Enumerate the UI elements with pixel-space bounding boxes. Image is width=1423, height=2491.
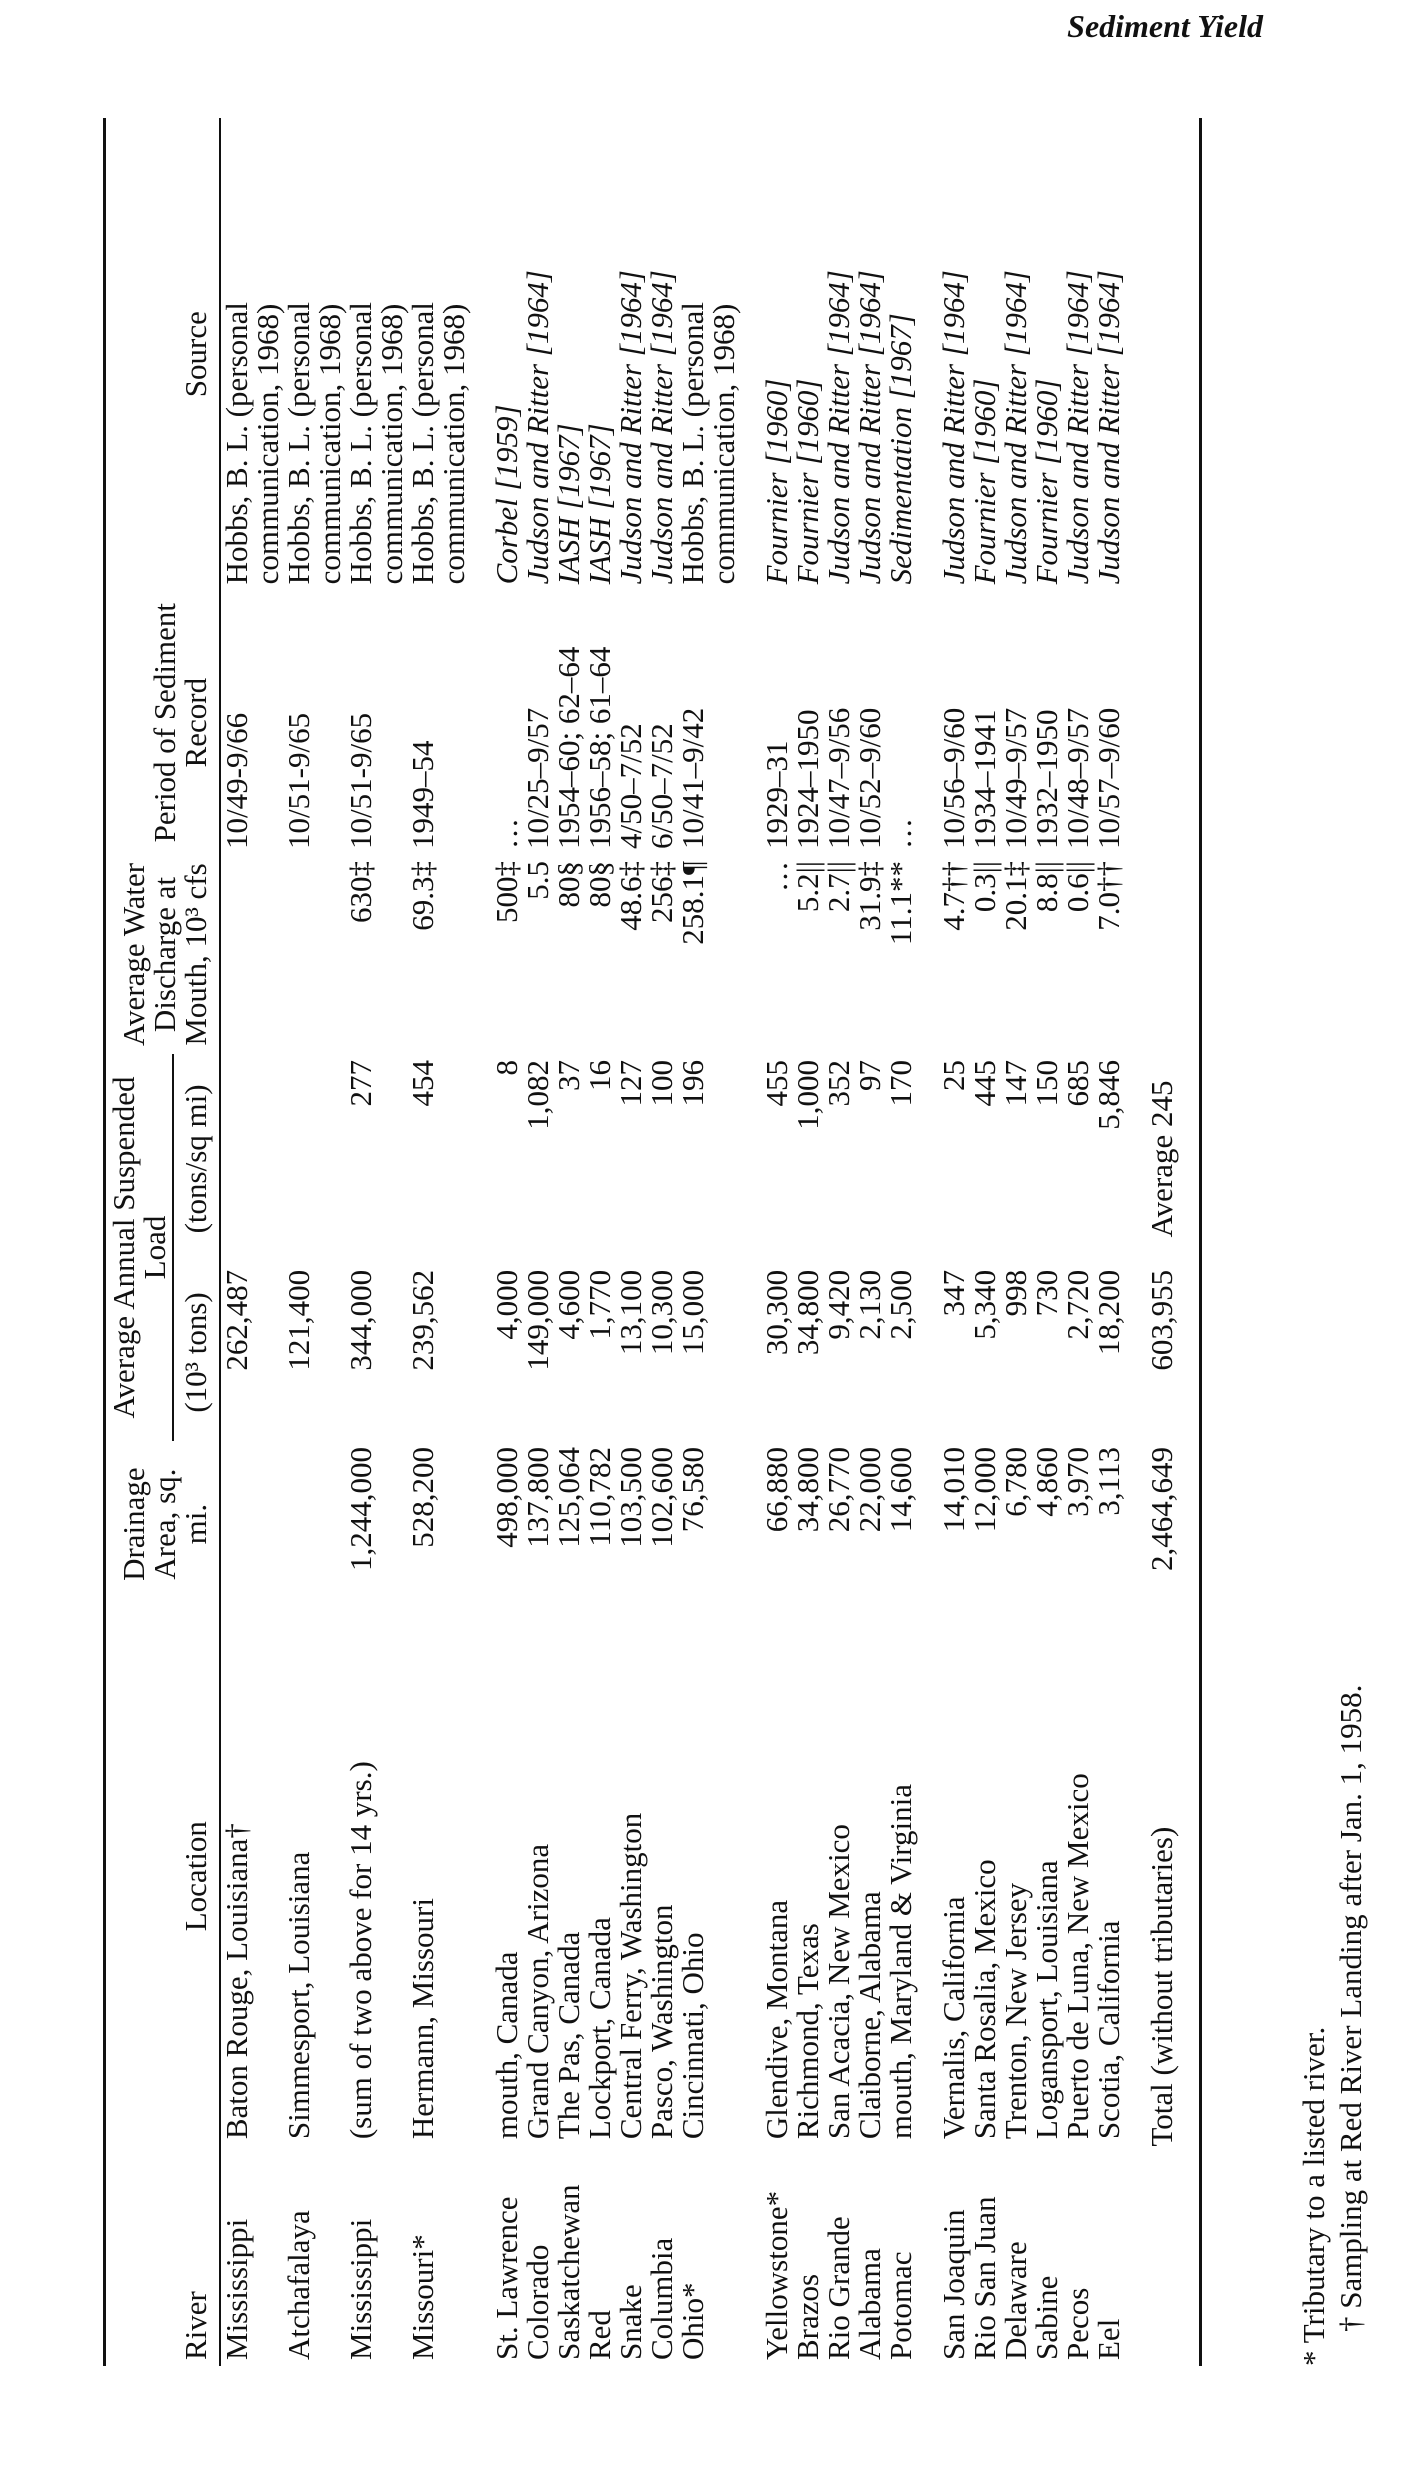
cell-tons: 2,130 [852,1269,887,1340]
cell-discharge: 8.8|| [1029,860,1064,913]
cell-period: 6/50–7/52 [644,723,679,849]
cell-tsm: 5,846 [1091,1059,1126,1130]
cell-location: Claiborne, Alabama [852,1891,887,2140]
cell-location: Vernalis, California [936,1896,971,2140]
cell-source: Judson and Ritter [1964] [852,270,887,585]
table-row [761,118,792,2366]
cell-tsm [220,1054,283,1264]
cell-period: 10/47–9/56 [821,707,856,849]
cell-area: 76,580 [675,1447,710,1533]
cell-tons: 344,000 [343,1269,378,1371]
cell-discharge: 5.2|| [790,860,825,913]
cell-tons: 13,100 [613,1269,648,1356]
cell-tons: 347 [936,1269,971,1317]
col-load-group-header: Average Annual Suspended Load [106,1054,173,1441]
cell-tons: 2,500 [883,1269,918,1340]
cell-period: … [883,817,918,849]
cell-location: Puerto de Luna, New Mexico [1060,1773,1095,2140]
cell-area: 6,780 [998,1447,1033,1517]
cell-location: Central Ferry, Washington [613,1812,648,2140]
cell-area: 1,244,000 [343,1447,378,1572]
col-location-header: Location [178,1821,213,1932]
cell-period: 10/49-9/66 [219,712,254,849]
cell-tons: 239,562 [405,1269,440,1371]
cell-river: Eel [1091,2318,1126,2360]
total-tsm: Average 245 [1144,1080,1179,1238]
total-row [1146,118,1177,2366]
cell-discharge: 80§ [551,860,586,908]
cell-period: 4/50–7/52 [613,723,648,849]
cell-source: IASH [1967] [551,423,586,585]
cell-tsm [283,1054,345,1264]
table-row [283,118,345,2366]
cell-tons: 998 [998,1269,1033,1317]
cell-river: Delaware [998,2241,1033,2360]
cell-river: Atchafalaya [281,2210,316,2360]
cell-river: Potomac [883,2251,918,2360]
cell-river: St. Lawrence [489,2196,524,2360]
cell-source: Fournier [1960] [759,378,794,585]
sediment-table [106,118,1199,2366]
cell-period: 1924–1950 [790,709,825,849]
cell-area [283,1441,345,1607]
cell-tons: 18,200 [1091,1269,1126,1356]
cell-tons: 30,300 [759,1269,794,1356]
table-row [792,118,823,2366]
cell-river: Snake [613,2284,648,2360]
table-row [854,118,885,2366]
cell-tsm: 97 [852,1059,887,1091]
cell-source: Corbel [1959] [489,404,524,585]
cell-tons: 730 [1029,1269,1064,1317]
cell-tons: 9,420 [821,1269,856,1340]
total-label: Total (without tributaries) [1144,1826,1179,2147]
cell-area: 22,000 [852,1447,887,1533]
cell-tons: 5,340 [967,1269,1002,1340]
cell-source: Hobbs, B. L. (personal communication, 1968) [281,301,347,585]
cell-river: Columbia [644,2237,679,2360]
table-row [823,118,854,2366]
table-row [615,118,646,2366]
cell-source: Judson and Ritter [1964] [613,270,648,585]
cell-discharge: 500‡ [489,860,524,923]
cell-location: mouth, Maryland & Virginia [883,1783,918,2140]
cell-river: Mississippi [219,2218,254,2360]
cell-area: 66,880 [759,1447,794,1533]
cell-river: Brazos [790,2273,825,2360]
table-row [677,118,739,2366]
cell-location: Trenton, New Jersey [998,1882,1033,2140]
cell-period: 1932–1950 [1029,709,1064,849]
cell-tsm: 454 [405,1059,440,1107]
cell-discharge: 4.7†† [936,860,971,931]
footnotes [1295,1685,1369,2366]
running-head: Sediment Yield [1067,8,1263,44]
cell-location: Logansport, Louisiana [1029,1860,1064,2140]
cell-location: The Pas, Canada [551,1931,586,2140]
cell-area: 3,113 [1091,1447,1126,1516]
cell-source: Judson and Ritter [1964] [644,270,679,585]
cell-discharge: 69.3‡ [405,860,440,931]
cell-area: 103,500 [613,1447,648,1548]
cell-source: Hobbs, B. L. (personal communication, 1968) [343,301,409,585]
cell-river: Mississippi [343,2218,378,2360]
cell-tons: 15,000 [675,1269,710,1356]
cell-tons: 149,000 [520,1269,555,1371]
cell-period: 1949–54 [405,740,440,849]
cell-discharge: 5.5 [520,860,555,900]
table-row [969,118,1000,2366]
total-spacer [1124,118,1146,2366]
cell-discharge: 80§ [582,860,617,908]
cell-period: 10/48–9/57 [1060,707,1095,849]
cell-source: IASH [1967] [582,423,617,585]
cell-location: Pasco, Washington [644,1904,679,2140]
col-source-header: Source [178,311,213,398]
cell-location: Baton Rouge, Louisiana† [219,1823,254,2140]
cell-location: Lockport, Canada [582,1917,617,2140]
cell-period: 10/56–9/60 [936,707,971,849]
cell-discharge: 630‡ [343,860,378,923]
cell-discharge: 11.1** [883,860,918,946]
cell-tsm: 127 [613,1059,648,1107]
table-header [106,118,220,2366]
cell-area: 110,782 [582,1447,617,1547]
cell-period: 10/57–9/60 [1091,707,1126,849]
cell-discharge: 2.7|| [821,860,856,913]
cell-location: Grand Canyon, Arizona [520,1843,555,2140]
cell-location: mouth, Canada [489,1951,524,2140]
cell-location: Glendive, Montana [759,1899,794,2140]
cell-river: Colorado [520,2244,555,2360]
footnote-2: † Sampling at Red River Landing after Jan. 1, 1958. [1333,1684,1368,2332]
cell-period: 1934–1941 [967,709,1002,849]
cell-river: Rio San Juan [967,2196,1002,2360]
cell-area: 125,064 [551,1447,586,1548]
cell-location: San Acacia, New Mexico [821,1824,856,2140]
cell-tsm: 685 [1060,1059,1095,1107]
cell-tons: 1,770 [582,1269,617,1340]
cell-discharge: 256‡ [644,860,679,923]
cell-location: Simmesport, Louisiana [281,1851,316,2140]
cell-source: Judson and Ritter [1964] [936,270,971,585]
cell-discharge: … [759,860,794,892]
cell-period: 10/41–9/42 [675,707,710,849]
cell-tons: 4,600 [551,1269,586,1340]
cell-period: 10/25–9/57 [520,707,555,849]
cell-source: Fournier [1960] [1029,378,1064,585]
cell-tsm: 150 [1029,1059,1064,1107]
cell-tons: 262,487 [219,1269,254,1371]
cell-area: 34,800 [790,1447,825,1533]
cell-discharge: 20.1‡ [998,860,1033,931]
cell-river: Ohio* [675,2282,710,2360]
cell-source: Judson and Ritter [1964] [821,270,856,585]
cell-tons: 4,000 [489,1269,524,1340]
group-spacer [916,118,938,2366]
cell-discharge: 258.1¶ [675,860,710,945]
col-discharge-header: Average Water Discharge at Mouth, 10³ cfs [116,862,213,1047]
cell-discharge [283,855,345,1054]
cell-area: 102,600 [644,1447,679,1548]
cell-river: Yellowstone* [759,2190,794,2360]
table-row [1062,118,1093,2366]
cell-source: Fournier [1960] [967,378,1002,585]
cell-tsm: 8 [489,1059,524,1076]
total-tons: 603,955 [1144,1269,1179,1371]
col-load-tons-header: (10³ tons) [178,1292,213,1413]
cell-period: … [489,817,524,849]
cell-source: Sedimentation [1967] [883,313,918,585]
cell-tons: 121,400 [281,1269,316,1371]
cell-source: Fournier [1960] [790,378,825,585]
group-spacer [739,118,761,2366]
sediment-table-container [103,118,1202,2366]
cell-tsm: 445 [967,1059,1002,1107]
cell-period: 10/51-9/65 [343,712,378,849]
cell-tsm: 455 [759,1059,794,1107]
cell-location: (sum of two above for 14 yrs.) [343,1761,378,2140]
cell-area: 528,200 [405,1447,440,1548]
table-row [646,118,677,2366]
cell-tsm: 100 [644,1059,679,1107]
cell-tsm: 147 [998,1059,1033,1107]
footnote-1: * Tributary to a listed river. [1296,2026,1331,2366]
cell-discharge: 31.9‡ [852,860,887,931]
total-area: 2,464,649 [1144,1447,1179,1572]
table-row [1093,118,1124,2366]
cell-discharge: 7.0†† [1091,860,1126,931]
col-area-header: Drainage Area, sq. mi. [116,1467,213,1581]
cell-area: 498,000 [489,1447,524,1548]
cell-river: Alabama [852,2248,887,2360]
cell-tsm: 1,082 [520,1059,555,1130]
cell-tsm: 1,000 [790,1059,825,1130]
cell-period: 10/49–9/57 [998,707,1033,849]
cell-location: Santa Rosalia, Mexico [967,1859,1002,2140]
cell-tsm: 277 [343,1059,378,1107]
cell-area: 14,010 [936,1447,971,1533]
cell-river: Saskatchewan [551,2184,586,2360]
table-row [491,118,522,2366]
cell-area: 26,770 [821,1447,856,1533]
col-river-header: River [178,2291,213,2360]
cell-location: Hermann, Missouri [405,1898,440,2140]
cell-source: Judson and Ritter [1964] [520,270,555,585]
cell-tsm: 352 [821,1059,856,1107]
cell-river: Rio Grande [821,2216,856,2360]
cell-discharge: 0.6|| [1060,860,1095,913]
cell-river: Missouri* [405,2234,440,2360]
cell-source: Hobbs, B. L. (personal communication, 1968) [219,301,285,585]
cell-area: 137,800 [520,1447,555,1548]
table-row [220,118,283,2366]
cell-period: 10/51-9/65 [281,712,316,849]
cell-river: Pecos [1060,2287,1095,2360]
cell-river: San Joaquin [936,2209,971,2360]
cell-location: Scotia, California [1091,1920,1126,2140]
table-row [885,118,916,2366]
cell-source: Hobbs, B. L. (personal communication, 1968) [405,301,471,585]
cell-period: 10/52–9/60 [852,707,887,849]
cell-area: 4,860 [1029,1447,1064,1517]
col-load-sqmi-header: (tons/sq mi) [178,1084,213,1234]
header-row-1 [106,118,173,2366]
cell-tsm: 37 [551,1059,586,1091]
cell-discharge [220,855,283,1054]
col-period-header: Period of Sediment Record [147,603,213,843]
cell-source: Judson and Ritter [1964] [1091,270,1126,585]
cell-discharge: 0.3|| [967,860,1002,913]
table-row [553,118,584,2366]
cell-period: 1956–58; 61–64 [582,646,617,849]
cell-tsm: 16 [582,1059,617,1091]
cell-location: Richmond, Texas [790,1923,825,2140]
table-row [522,118,553,2366]
cell-area: 14,600 [883,1447,918,1533]
cell-location: Cincinnati, Ohio [675,1932,710,2140]
cell-area: 3,970 [1060,1447,1095,1517]
cell-tsm: 170 [883,1059,918,1107]
cell-area: 12,000 [967,1447,1002,1533]
table-body [220,118,1199,2366]
cell-tons: 10,300 [644,1269,679,1356]
cell-period: 1929–31 [759,740,794,849]
group-spacer [469,118,491,2366]
table-row [1031,118,1062,2366]
cell-area [220,1441,283,1607]
table-row [938,118,969,2366]
cell-period: 1954–60; 62–64 [551,646,586,849]
bottom-rule [1199,118,1202,2366]
cell-source: Judson and Ritter [1964] [1060,270,1095,585]
table-row [407,118,469,2366]
table-end-spacer [1177,118,1199,2366]
cell-tons: 2,720 [1060,1269,1095,1340]
table-row [1000,118,1031,2366]
cell-tons: 34,800 [790,1269,825,1356]
cell-source: Hobbs, B. L. (personal communication, 1968) [675,301,741,585]
cell-tsm: 196 [675,1059,710,1107]
table-row [345,118,407,2366]
cell-river: Red [582,2310,617,2360]
cell-river: Sabine [1029,2275,1064,2360]
cell-discharge: 48.6‡ [613,860,648,931]
table-row [584,118,615,2366]
cell-tsm: 25 [936,1059,971,1091]
cell-source: Judson and Ritter [1964] [998,270,1033,585]
